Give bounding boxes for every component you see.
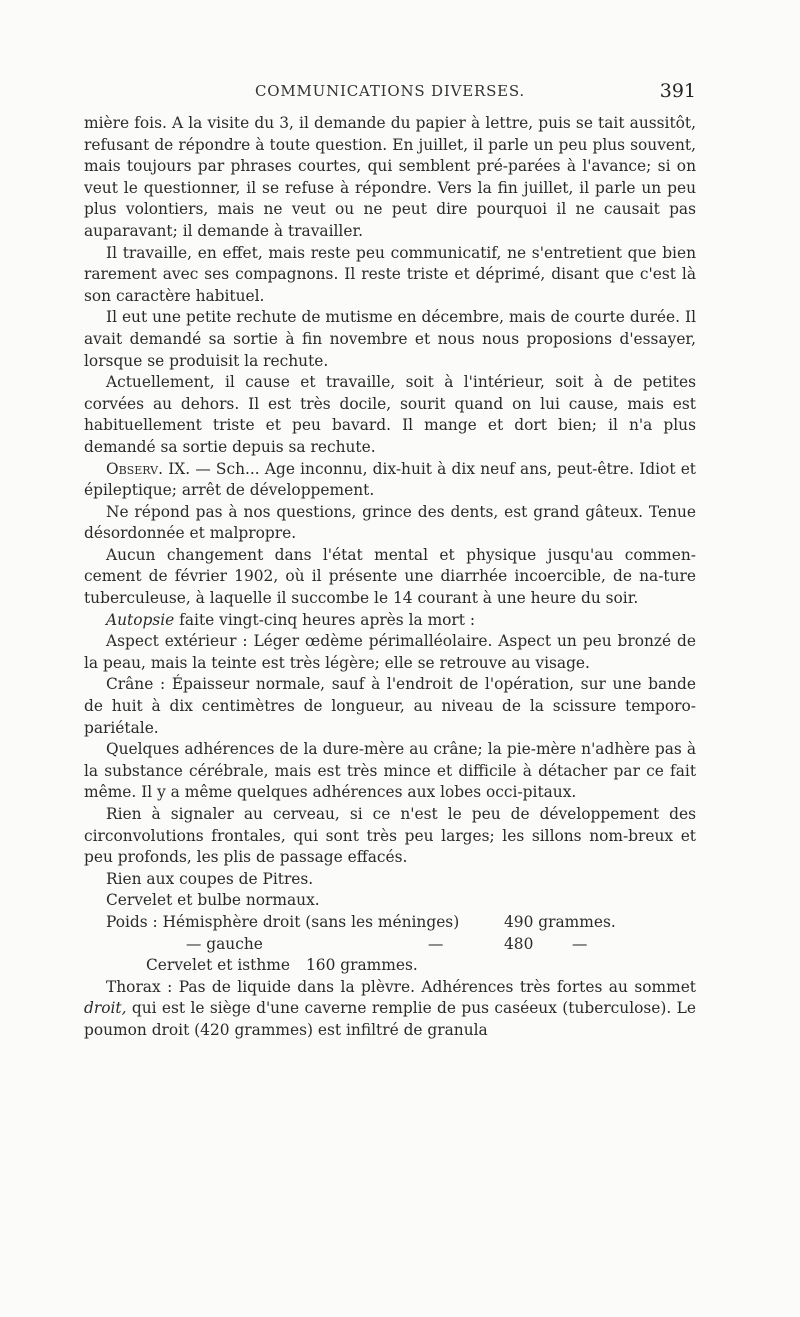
weights-row xyxy=(84,934,696,956)
paragraph: Il eut une petite rechute de mutisme en décembre, mais de courte durée. Il avait demandé sa sortie à fin novembre et nous nous proposions d'essayer, lorsque se produisit la rechute. xyxy=(84,308,696,370)
weights-value: 160 grammes. xyxy=(306,956,418,975)
thorax-text-end: qui est le siège d'une caverne remplie de pus caséeux (tuberculose). Le poumon droit (420 grammes) est infiltré de granula xyxy=(84,999,696,1039)
paragraph: Aspect extérieur : Léger œdème périmalléolaire. Aspect un peu bronzé de la peau, mais la teinte est très légère; elle se retrouve au visage. xyxy=(84,632,696,672)
weights-table xyxy=(84,912,696,977)
weights-label: Cervelet et isthme xyxy=(146,956,290,975)
paragraph: Il travaille, en effet, mais reste peu communicatif, ne s'entretient que bien rarement avec ses compagnons. Il reste triste et déprimé, disant que c'est là son caractère habituel. xyxy=(84,243,696,305)
autopsy-text: faite vingt-cinq heures après la mort : xyxy=(174,610,476,629)
weights-label: Poids : Hémisphère droit (sans les méninges) xyxy=(106,912,460,931)
autopsy-label: Autopsie xyxy=(106,610,175,629)
running-title: COMMUNICATIONS DIVERSES. xyxy=(254,82,526,100)
thorax-text-italic: droit, xyxy=(84,999,127,1018)
observation-paragraph xyxy=(84,459,696,502)
paragraph: Rien aux coupes de Pitres. xyxy=(106,869,314,888)
autopsy-paragraph xyxy=(84,610,696,632)
weights-row xyxy=(84,955,696,977)
thorax-paragraph xyxy=(84,977,696,1042)
thorax-text-start: Thorax : Pas de liquide dans la plèvre. Adhérences très fortes au sommet xyxy=(106,977,696,996)
weights-label: — gauche xyxy=(186,934,263,953)
paragraph: Cervelet et bulbe normaux. xyxy=(106,891,320,910)
observation-text: — Sch... Age inconnu, dix-huit à dix neuf ans, peut-être. Idiot et épileptique; arrêt de développement. xyxy=(84,459,696,500)
weights-row xyxy=(84,912,696,934)
weights-value: 480 xyxy=(504,934,534,953)
weights-value: 490 grammes. xyxy=(504,912,616,931)
page-number: 391 xyxy=(659,80,696,102)
paragraph: Aucun changement dans l'état mental et physique jusqu'au commen-cement de février 1902, où il présente une diarrhée incoercible, de na-ture tuberculeuse, à laquelle il succombe le 14 courant à une heure du soir. xyxy=(84,545,696,608)
body-text xyxy=(84,113,696,1042)
weights-dash: — xyxy=(428,934,444,953)
observation-label: Observ. IX. xyxy=(106,459,191,478)
paragraph: Rien à signaler au cerveau, si ce n'est le peu de développement des circonvolutions frontales, qui sont très peu larges; les sillons nom-breux et peu profonds, les plis de passage effacés. xyxy=(84,805,696,867)
weights-dash: — xyxy=(572,934,588,953)
paragraph: Quelques adhérences de la dure-mère au crâne; la pie-mère n'adhère pas à la substance cérébrale, mais est très mince et difficile à détacher par ce fait même. Il y a même quelques adhérences aux lobes occi-pitaux. xyxy=(84,740,696,802)
paragraph: Actuellement, il cause et travaille, soit à l'intérieur, soit à de petites corvées au dehors. Il est très docile, sourit quand on lui cause, mais est habituellement triste et peu bavard. Il mange et dort bien; il n'a plus demandé sa sortie depuis sa rechute. xyxy=(84,373,696,456)
page-header xyxy=(84,80,696,110)
paragraph: mière fois. A la visite du 3, il demande du papier à lettre, puis se tait aussitôt, refusant de répondre à toute question. En juillet, il parle un peu plus souvent, mais toujours par phrases courtes, qui semblent pré-parées à l'avance; si on veut le questionner, il se refuse à répondre. Vers la fin juillet, il parle un peu plus volontiers, mais ne veut ou ne peut dire pourquoi il ne causait pas auparavant; il demande à travailler. xyxy=(84,114,696,240)
paragraph: Crâne : Épaisseur normale, sauf à l'endroit de l'opération, sur une bande de huit à dix centimètres de longueur, au niveau de la scissure temporo-pariétale. xyxy=(84,675,696,737)
paragraph: Ne répond pas à nos questions, grince des dents, est grand gâteux. Tenue désordonnée et malpropre. xyxy=(84,502,696,543)
